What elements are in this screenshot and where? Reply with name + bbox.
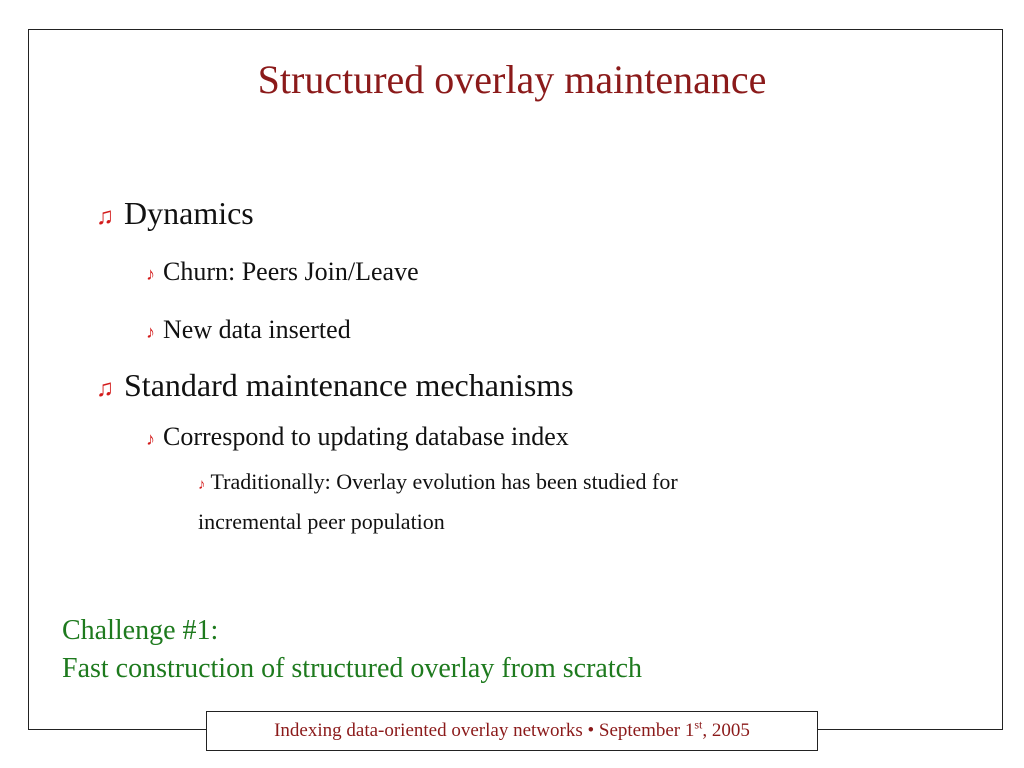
bullet-text: Churn: Peers Join/Leave xyxy=(163,257,419,286)
music-note-bullet-icon: ♫ xyxy=(96,204,114,230)
footer-text: Indexing data-oriented overlay networks • September 1 xyxy=(274,720,695,741)
footer-superscript: st xyxy=(694,717,703,732)
slide-title: Structured overlay maintenance xyxy=(257,57,767,102)
music-note-bullet-icon: ♪ xyxy=(146,429,155,449)
music-note-bullet-icon: ♪ xyxy=(198,477,206,493)
challenge-description: Fast construction of structured overlay from scratch xyxy=(62,653,643,684)
bullet-traditionally-continued: incremental peer population xyxy=(198,509,445,534)
music-note-bullet-icon: ♫ xyxy=(96,376,114,402)
bullet-traditionally xyxy=(198,468,678,499)
bullet-text: Correspond to updating database index xyxy=(163,422,569,451)
music-note-bullet-icon: ♪ xyxy=(146,264,155,284)
music-note-bullet-icon: ♪ xyxy=(146,322,155,342)
bullet-dynamics xyxy=(96,194,254,236)
challenge-heading: Challenge #1: xyxy=(62,615,219,646)
bullet-churn xyxy=(146,256,419,290)
footer-year: , 2005 xyxy=(702,720,750,741)
bullet-text: Traditionally: Overlay evolution has been studied for xyxy=(210,469,678,494)
bullet-correspond xyxy=(146,421,569,455)
bullet-standard xyxy=(96,366,574,408)
bullet-new-data xyxy=(146,314,351,348)
bullet-text: Dynamics xyxy=(124,195,254,231)
slide-footer xyxy=(206,711,818,751)
bullet-text: New data inserted xyxy=(163,315,351,344)
bullet-text: Standard maintenance mechanisms xyxy=(124,367,574,403)
